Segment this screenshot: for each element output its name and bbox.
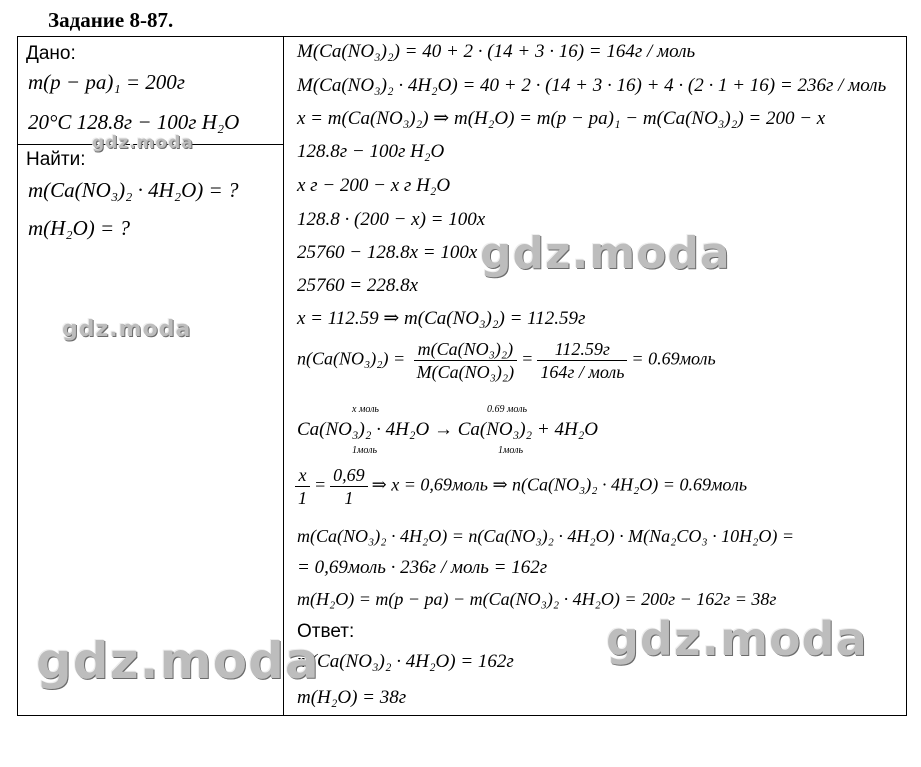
molar-mass-hydrate-line: M(Ca(NO₃)₂ · 4H₂O) = 40 + 2 · (14 + 3 · 16) + 4 · (2 · 1 + 16) = 236г / моль bbox=[297, 75, 887, 96]
given-solubility: 20°C 128.8г − 100г H₂O bbox=[28, 110, 240, 134]
answer-water: m(H₂O) = 38г bbox=[297, 687, 407, 708]
reaction-annotation-069: 0.69 моль bbox=[487, 404, 528, 415]
moles-fraction-2 bbox=[537, 340, 627, 381]
solubility-ratio-line: 128.8г − 100г H₂O bbox=[297, 141, 445, 162]
hydrate-mass-result-line: = 0,69моль · 236г / моль = 162г bbox=[297, 557, 548, 578]
find-label: Найти: bbox=[26, 149, 86, 170]
proportion-fraction-1-denominator: 1 bbox=[298, 488, 307, 508]
molar-mass-line: M(Ca(NO₃)₂) = 40 + 2 · (14 + 3 · 16) = 164г / моль bbox=[297, 41, 696, 62]
proportion-fraction-1-numerator: x bbox=[295, 466, 310, 487]
expanded-equation-line: 25760 − 128.8x = 100x bbox=[297, 242, 478, 263]
moles-lhs: n(Ca(NO₃)₂) = bbox=[297, 348, 406, 369]
answer-label: Ответ: bbox=[297, 621, 355, 642]
moles-fraction-2-numerator: 112.59г bbox=[537, 340, 627, 361]
proportion-calculation: $\frac{x}{1}$ = $\frac{0,69}{1}$ ⇒ x = 0,69моль ⇒ n(Ca(NO₃)₂ · 4H₂O) = 0.69моль bbox=[295, 466, 747, 507]
watermark-large-right: gdz.moda bbox=[606, 612, 868, 666]
proportion-fraction-2-numerator: 0,69 bbox=[330, 466, 368, 487]
moles-calculation: n(Ca(NO₃)₂) = $\frac{\text{m(Ca(NO₃)₂)}}{\text{M(Ca(NO₃)₂)}}$ = $\frac{112.59г}{\text{164г / моль}}$ = 0.69моль bbox=[297, 339, 716, 382]
watermark-small-left: gdz.moda bbox=[62, 317, 192, 342]
moles-fraction-1 bbox=[414, 340, 518, 381]
reaction-equation: Ca(NO₃)₂ · 4H₂O → Ca(NO₃)₂ + 4H₂O bbox=[297, 419, 599, 440]
proportion-fraction-2 bbox=[330, 466, 368, 507]
given-label: Дано: bbox=[26, 43, 76, 64]
watermark-small-top: gdz.moda bbox=[92, 133, 194, 153]
proportion-line: 128.8 · (200 − x) = 100x bbox=[297, 209, 486, 230]
task-title: Задание 8-87. bbox=[48, 8, 174, 32]
moles-result: = 0.69моль bbox=[631, 348, 716, 369]
variable-definition-line: x = m(Ca(NO₃)₂) ⇒ m(H₂O) = m(p − pa)₁ − m(Ca(NO₃)₂) = 200 − x bbox=[297, 108, 826, 129]
reaction-annotation-x: x моль bbox=[352, 404, 379, 415]
moles-fraction-2-denominator: 164г / моль bbox=[540, 362, 625, 382]
proportion-fraction-1 bbox=[295, 466, 310, 507]
simplified-equation-line: 25760 = 228.8x bbox=[297, 275, 419, 296]
given-mass-solution: m(p − pa)₁ = 200г bbox=[28, 70, 185, 94]
proportion-fraction-2-denominator: 1 bbox=[344, 488, 354, 508]
find-item-hydrate: m(Ca(NO₃)₂ · 4H₂O) = ? bbox=[28, 178, 239, 202]
reaction-annotation-1mol-left: 1моль bbox=[352, 445, 378, 456]
water-mass-line: m(H₂O) = m(p − pa) − m(Ca(NO₃)₂ · 4H₂O) = 200г − 162г = 38г bbox=[297, 589, 777, 609]
moles-fraction-1-denominator: M(Ca(NO₃)₂) bbox=[416, 362, 515, 382]
watermark-mid: gdz.moda bbox=[480, 228, 731, 279]
reaction-annotation-1mol-right: 1моль bbox=[498, 445, 524, 456]
proportion-result: ⇒ x = 0,69моль ⇒ n(Ca(NO₃)₂ · 4H₂O) = 0.69моль bbox=[371, 474, 748, 495]
unknown-ratio-line: x г − 200 − x г H₂O bbox=[297, 175, 451, 196]
find-item-water: m(H₂O) = ? bbox=[28, 216, 130, 240]
hydrate-mass-line: m(Ca(NO₃)₂ · 4H₂O) = n(Ca(NO₃)₂ · 4H₂O) · M(Na₂CO₃ · 10H₂O) = bbox=[297, 526, 795, 546]
column-divider bbox=[283, 36, 284, 716]
solved-x-line: x = 112.59 ⇒ m(Ca(NO₃)₂) = 112.59г bbox=[297, 308, 586, 329]
answer-hydrate: m(Ca(NO₃)₂ · 4H₂O) = 162г bbox=[297, 651, 514, 672]
watermark-large-left: gdz.moda bbox=[36, 632, 320, 690]
moles-fraction-1-numerator: m(Ca(NO₃)₂) bbox=[414, 340, 518, 361]
